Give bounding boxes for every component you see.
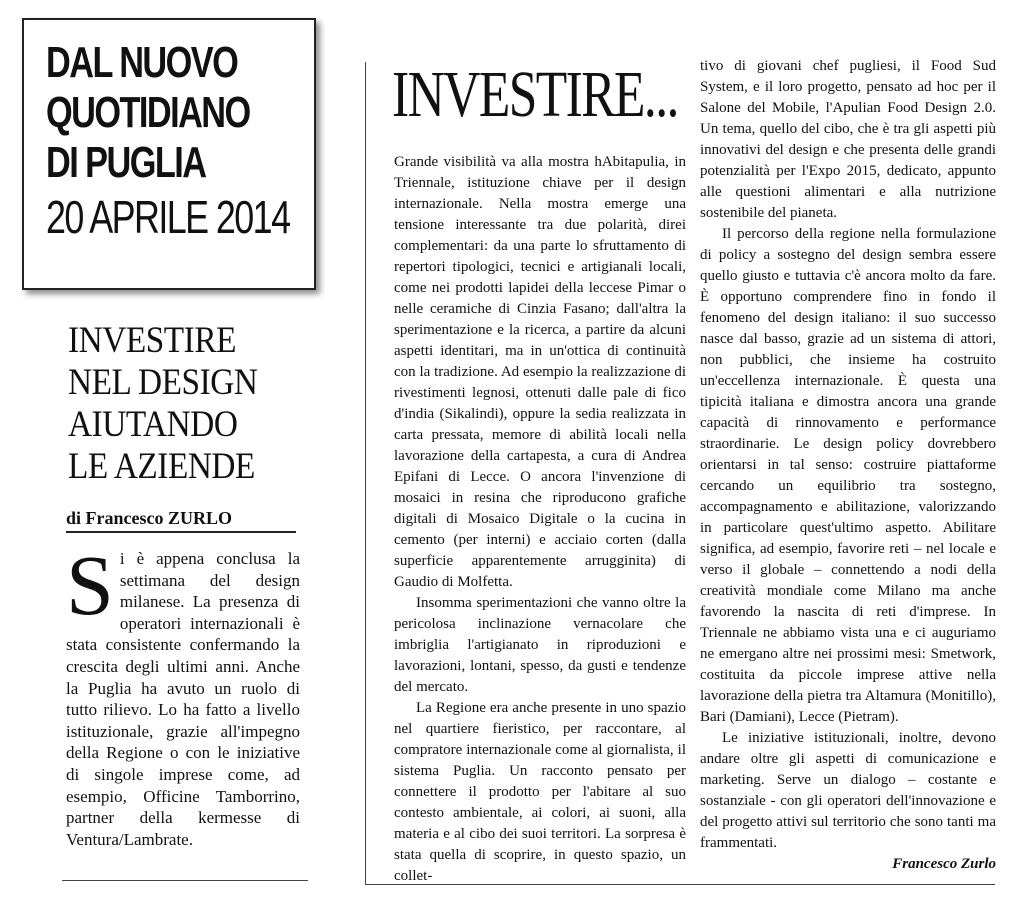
signature: Francesco Zurlo [892, 856, 996, 872]
paragraph: Le iniziative istituzionali, inoltre, devono andare oltre gli aspetti di comunicazione e marketing. Serve un dialogo – costante e sostanziale - con gli operatori dell'innovazione e del progetto attivi sul territorio che sono tanti ma frammentati. [700, 730, 996, 851]
left-bottom-rule [62, 880, 308, 881]
paragraph: Insomma sperimentazioni che vanno oltre la pericolosa inclinazione vernacolare che imbriglia l'artigianato in riproduzioni e lavorazioni, lontani, spesso, da gusti e tendenze del mercato. [394, 595, 686, 695]
source-line-3: DI PUGLIA [46, 138, 206, 187]
source-date: 20 APRILE 2014 [46, 191, 290, 243]
source-line-2: QUOTIDIANO [46, 88, 250, 137]
byline: di Francesco ZURLO [66, 508, 296, 533]
source-line-1: DAL NUOVO [46, 38, 238, 87]
left-headline-line: AIUTANDO [68, 404, 238, 445]
main-headline: INVESTIRE... [392, 58, 678, 131]
paragraph: Il percorso della regione nella formulazione di policy a sostegno del design sembra essere quello giusto e tuttavia c'è ancora molto da fare. È opportuno comprendere fino in fondo il fenomeno del design italiano: il suo successo nasce dal basso, grazie ad un sistema di attori, non pubblici, che insieme ha costruito un'eccellenza internazionale. È questa una tipicità italiana e dimostra ancora una grande capacità di rinnovamento e performance straordinarie. Le design policy dovrebbero orientarsi in tal senso: costruire piattaforme cercando un equilibrio tra sostegno, accompagnamento e abilitazione, valorizzando in particolare quest'ultimo aspetto. Abilitare significa, ad esempio, favorire reti – nel locale e verso il globale – connettendo a nodi della creatività mondiale come Milano ma anche favorendo la nascita di reti d'imprese. In Triennale ne abbiamo vista una e ci auguriamo ne emergano altre nei prossimi mesi: Smetwork, costituita da piccole imprese attive nella lavorazione della pietra tra Altamura (Monitillo), Bari (Damiani), Lecce (Pietram). [700, 226, 996, 725]
left-headline-line: LE AZIENDE [68, 446, 255, 487]
left-headline [68, 320, 308, 488]
paragraph: tivo di giovani chef pugliesi, il Food Sud System, e il loro progetto, pensato ad hoc per il Salone del Mobile, l'Apulian Food Design 2.0. Un tema, quello del cibo, che è tra gli aspetti più innovativi del design e che presenta delle grandi potenzialità per l'Expo 2015, dedicato, appunto alle questioni alimentari e alla nutrizione sostenibile del pianeta. [700, 58, 996, 221]
main-column-2 [700, 56, 996, 875]
left-article-text: i è appena conclusa la settimana del design milanese. La presenza di operatori internazionali è stata consistente confermando la crescita degli ultimi anni. Anche la Puglia ha avuto un ruolo di tutto rilievo. Lo ha fatto a livello istituzionale, grazie all'impegno della Regione o con le iniziative di singole imprese come, ad esempio, Officine Tamborrino, partner della kermesse di Ventura/Lambrate. [66, 549, 300, 849]
column-divider [365, 62, 366, 884]
left-article-body [66, 537, 300, 850]
left-headline-line: INVESTIRE [68, 320, 236, 361]
paragraph: La Regione era anche presente in uno spazio nel quartiere fieristico, per raccontare, al compratore internazionale come al giornalista, il sistema Puglia. Un racconto pensato per connettere il prodotto per l'abitare al suo contesto ambientale, ai colori, ai suoni, alla materia e al cibo dei suoi territori. La sorpresa è stata quella di scoprire, in questo spazio, un collet- [394, 700, 686, 884]
source-box [22, 18, 316, 290]
main-column-1 [394, 152, 686, 887]
left-headline-line: NEL DESIGN [68, 362, 258, 403]
drop-cap: S [66, 537, 114, 633]
paragraph: Grande visibilità va alla mostra hAbitapulia, in Triennale, istituzione chiave per il design internazionale. Nella mostra emerge una tensione interessante tra due polarità, direi complementari: da una parte lo sfruttamento di repertori tipologici, tecnici e artigianali locali, come nei prodotti lapidei della leccese Pimar o nelle ceramiche di Cinzia Fasano; dall'altra la sperimentazione e la ricerca, a partire da alcuni aspetti identitari, ma in un'ottica di continuità con la tradizione. Ad esempio la realizzazione di rivestimenti legnosi, ottenuti dalle pale di fico d'india (Sikalindi), oppure la sedia realizzata in carta pressata, memore di abilità locali nella lavorazione della cartapesta, a cura di Andrea Epifani di Lecce. O ancora l'invenzione di mosaici in resina che riproducono grafiche digitali di Mosaico Digitale o la cucina in cemento (per interni) e acciaio corten (dalla superficie apparentemente arrugginita) di Gaudio di Molfetta. [394, 154, 686, 590]
